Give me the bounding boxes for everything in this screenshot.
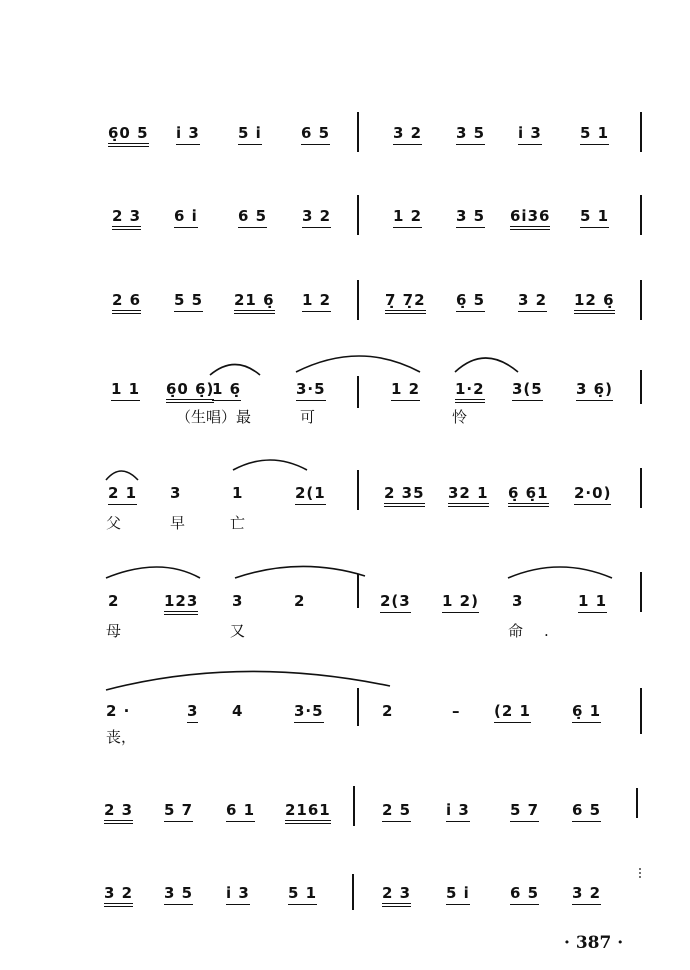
note-group: 3 6̣) [576, 380, 613, 398]
bar-line [357, 376, 359, 408]
note-group: 6 5 [572, 801, 602, 819]
note-group: 2 [382, 702, 394, 720]
note-group: 3 2 [302, 207, 332, 225]
note-group: 2 1 [108, 484, 138, 502]
note-group: 5 i̇ [446, 884, 470, 902]
bar-line [640, 280, 642, 320]
note-group: 3 [170, 484, 182, 502]
note-group: 6 5 [238, 207, 268, 225]
note-group: 3 [187, 702, 199, 720]
note-group: 6̣ 1 [572, 702, 602, 720]
bar-line [357, 112, 359, 152]
bar-line [640, 688, 642, 734]
note-group: 6̣ 5 [456, 291, 486, 309]
note-group: 2 5 [382, 801, 412, 819]
note-group: 3·5 [294, 702, 324, 720]
note-group: 3 2 [518, 291, 548, 309]
note-group: 2 35 [384, 484, 425, 502]
note-group: 2·0) [574, 484, 612, 502]
note-group: 6 5 [301, 124, 331, 142]
note-group: 6̣0 6̣) [166, 380, 215, 398]
note-group: 2 6 [112, 291, 142, 309]
note-group: 2(1 [295, 484, 326, 502]
note-group: 3 5 [456, 207, 486, 225]
note-group: 5 1 [580, 207, 610, 225]
note-group: 1 6̣ [212, 380, 242, 398]
lyric: 丧， [106, 728, 137, 746]
note-group: 2161 [285, 801, 331, 819]
note-group: 21 6̣ [234, 291, 275, 309]
note-group: 2 3 [104, 801, 134, 819]
lyric: 可 [300, 408, 316, 426]
note-group: 1·2 [455, 380, 485, 398]
note-group: 123 [164, 592, 199, 610]
note-group: 2 [294, 592, 306, 610]
note-group: 2 3 [382, 884, 412, 902]
note-group: 2 [108, 592, 120, 610]
bar-line [357, 280, 359, 320]
note-group: 6 i̇ [174, 207, 198, 225]
note-group: 3 5 [164, 884, 194, 902]
note-group: 3 [232, 592, 244, 610]
note-group: 1 2) [442, 592, 479, 610]
note-group: (2 1 [494, 702, 531, 720]
lyric: （生唱）最 [176, 408, 252, 426]
bar-line [640, 195, 642, 235]
note-group: 6 5 [510, 884, 540, 902]
note-group: 1 2 [302, 291, 332, 309]
note-group: 5 1 [580, 124, 610, 142]
note-group: 4 [232, 702, 244, 720]
note-group: 2 · [106, 702, 131, 720]
lyric: 亡 [230, 514, 246, 532]
note-group: 2 3 [112, 207, 142, 225]
note-group: 6̣0 5 [108, 124, 149, 142]
note-group: 32 1 [448, 484, 489, 502]
note-group: – [452, 702, 461, 720]
bar-line [352, 874, 354, 910]
bar-line [640, 468, 642, 508]
note-group: 5 7 [510, 801, 540, 819]
lyric: 母 [106, 622, 122, 640]
note-group: 3(5 [512, 380, 543, 398]
bar-line [640, 572, 642, 612]
note-group: 1 1 [111, 380, 141, 398]
note-group: 6i̇36 [510, 207, 551, 225]
note-group: 7̣ 7̣2 [385, 291, 426, 309]
note-group: 3 2 [393, 124, 423, 142]
note-group: 5 i̇ [238, 124, 262, 142]
note-group: 2(3 [380, 592, 411, 610]
bar-line [636, 788, 638, 818]
note-group: 1 1 [578, 592, 608, 610]
lyric: 早 [170, 514, 186, 532]
note-group: 3·5 [296, 380, 326, 398]
bar-line [357, 688, 359, 726]
bar-line [640, 370, 642, 404]
page-number: · 387 · [564, 933, 624, 953]
note-group: i̇ 3 [518, 124, 542, 142]
note-group: i̇ 3 [176, 124, 200, 142]
lyric: 命 [508, 622, 524, 640]
note-group: 1 [232, 484, 244, 502]
note-group: i̇ 3 [446, 801, 470, 819]
lyric: 又 [230, 622, 246, 640]
note-group: 12 6̣ [574, 291, 615, 309]
lyric: 怜 [452, 408, 468, 426]
bar-line [357, 574, 359, 608]
bar-line [357, 470, 359, 510]
note-group: i̇ 3 [226, 884, 250, 902]
note-group: 1 2 [391, 380, 421, 398]
note-group: 3 2 [572, 884, 602, 902]
note-group: 6 1 [226, 801, 256, 819]
note-group: 6̣ 6̣1 [508, 484, 549, 502]
note-group: 5 5 [174, 291, 204, 309]
note-group: 5 7 [164, 801, 194, 819]
note-group: 3 [512, 592, 524, 610]
note-group: 3 5 [456, 124, 486, 142]
bar-line [640, 112, 642, 152]
note-group: 1 2 [393, 207, 423, 225]
note-group: 3 2 [104, 884, 134, 902]
lyric: 父 [106, 514, 122, 532]
note-group: 5 1 [288, 884, 318, 902]
lyric: . [544, 622, 549, 640]
bar-line [353, 786, 355, 826]
bar-line [357, 195, 359, 235]
